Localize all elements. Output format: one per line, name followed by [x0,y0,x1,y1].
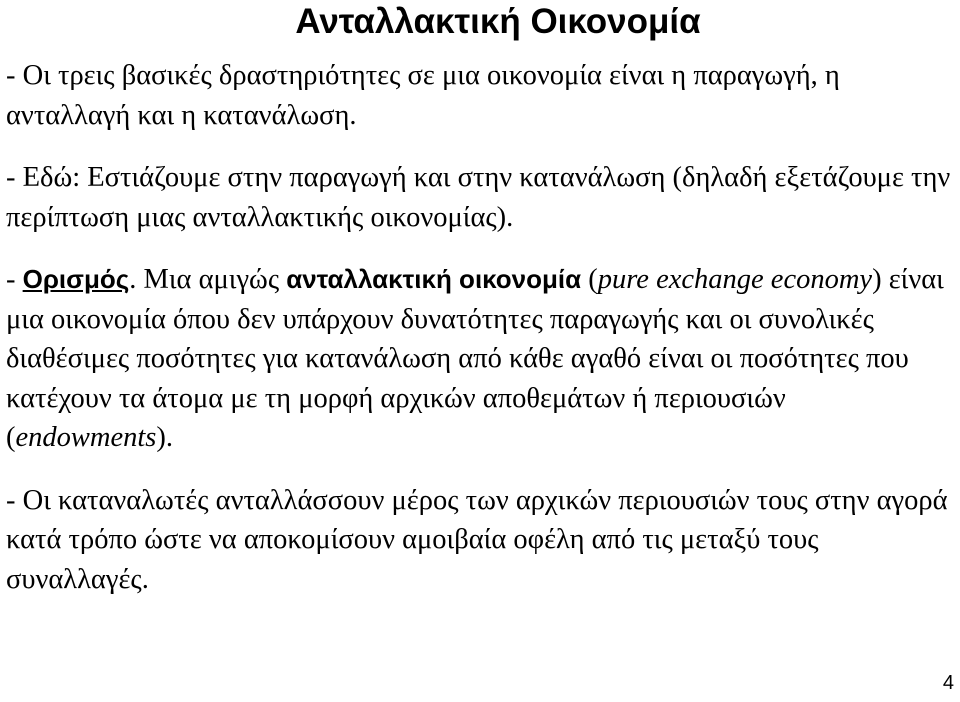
page-number: 4 [942,672,954,694]
paragraph-activities: - Οι τρεις βασικές δραστηριότητες σε μια οικονομία είναι η παραγωγή, η ανταλλαγή και η κατανάλωση. [6,60,840,131]
definition-after-label: . Μια αμιγώς [129,264,287,295]
definition-term-english: pure exchange economy [597,264,873,295]
definition-prefix: - [6,264,23,295]
paragraph-definition [6,260,956,458]
definition-end: ). [156,422,174,453]
definition-label: Ορισμός [22,264,130,294]
slide-title: Ανταλλακτική Οικονομία [295,2,701,41]
slide-body [6,56,956,622]
definition-term: ανταλλακτική οικονομία [286,264,582,294]
paragraph-consumers: - Οι καταναλωτές ανταλλάσσουν μέρος των αρχικών περιουσιών τους στην αγορά κατά τρόπο ώστε να αποκομίσουν αμοιβαία οφέλη από τις μεταξύ τους συναλλαγές. [6,484,948,595]
definition-endowments: endowments [15,422,157,453]
paragraph-focus: - Εδώ: Εστιάζουμε στην παραγωγή και στην κατανάλωση (δηλαδή εξετάζουμε την περίπτωση μιας ανταλλακτικής οικονομίας). [6,162,951,233]
definition-open-paren: ( [581,264,598,295]
definition-middle: ) είναι μια οικονομία όπου δεν υπάρχουν δυνατότητες παραγωγής και οι συνολικές διαθέσιμες ποσότητες για κατανάλωση από κάθε αγαθό είναι οι ποσότητες που κατέχουν τα άτομα με τη μορφή αρχικών αποθεμάτων ή περιουσιών ( [6,264,944,453]
